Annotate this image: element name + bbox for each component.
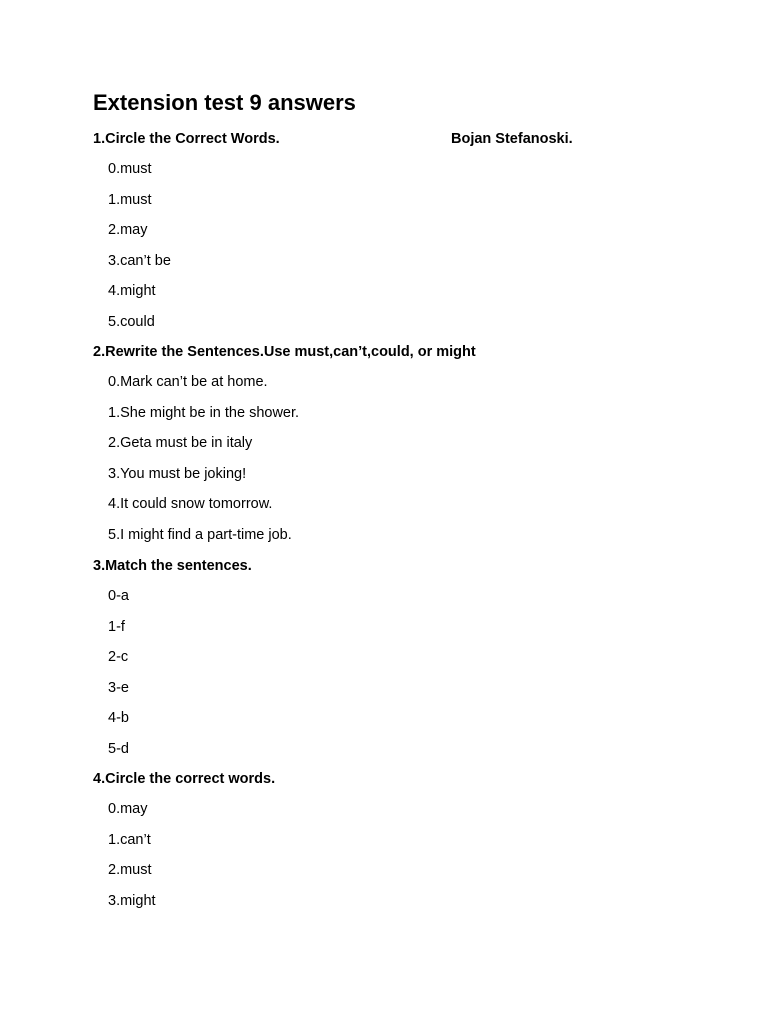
answer-item: 1.must: [108, 191, 152, 208]
answer-item: 0-a: [108, 588, 129, 605]
section-heading: 1.Circle the Correct Words.: [93, 131, 280, 147]
section-heading-row: [93, 768, 693, 790]
answer-item: 4-b: [108, 710, 129, 727]
answer-item: 3-e: [108, 679, 129, 696]
section-heading-row: [93, 555, 693, 577]
answer-list: [93, 158, 693, 332]
author-name: Bojan Stefanoski.: [451, 131, 573, 147]
answer-item: 5.could: [108, 313, 155, 330]
section-1: [93, 128, 693, 333]
section-heading-row: [93, 128, 693, 150]
answer-item: 1.She might be in the shower.: [108, 404, 300, 421]
answer-item: 3.can’t be: [108, 252, 171, 269]
section-4: [93, 768, 693, 912]
answer-item: 0.Mark can’t be at home.: [108, 374, 268, 391]
answer-item: 1.can’t: [108, 831, 151, 848]
answer-item: 4.It could snow tomorrow.: [108, 496, 273, 513]
section-heading-row: [93, 341, 693, 363]
answer-item: 2.may: [108, 222, 148, 239]
answer-list: [93, 371, 693, 545]
answer-item: 2-c: [108, 649, 129, 666]
answer-item: 2.must: [108, 862, 152, 879]
answer-item: 5.I might find a part-time job.: [108, 526, 292, 543]
section-2: [93, 341, 693, 546]
document-title: Extension test 9 answers: [93, 90, 356, 115]
section-heading: 3.Match the sentences.: [93, 558, 252, 574]
section-3: [93, 555, 693, 760]
answer-item: 5-d: [108, 740, 129, 757]
answer-list: [93, 585, 693, 759]
answer-item: 0.must: [108, 161, 152, 178]
answer-item: 3.might: [108, 892, 156, 909]
answer-item: 2.Geta must be in italy: [108, 435, 253, 452]
section-heading: 4.Circle the correct words.: [93, 771, 276, 787]
answer-item: 3.You must be joking!: [108, 465, 247, 482]
answer-item: 4.might: [108, 283, 156, 300]
answer-item: 0.may: [108, 801, 148, 818]
answer-item: 1-f: [108, 618, 125, 635]
answer-list: [93, 798, 693, 911]
section-heading: 2.Rewrite the Sentences.Use must,can’t,could, or might: [93, 344, 476, 360]
